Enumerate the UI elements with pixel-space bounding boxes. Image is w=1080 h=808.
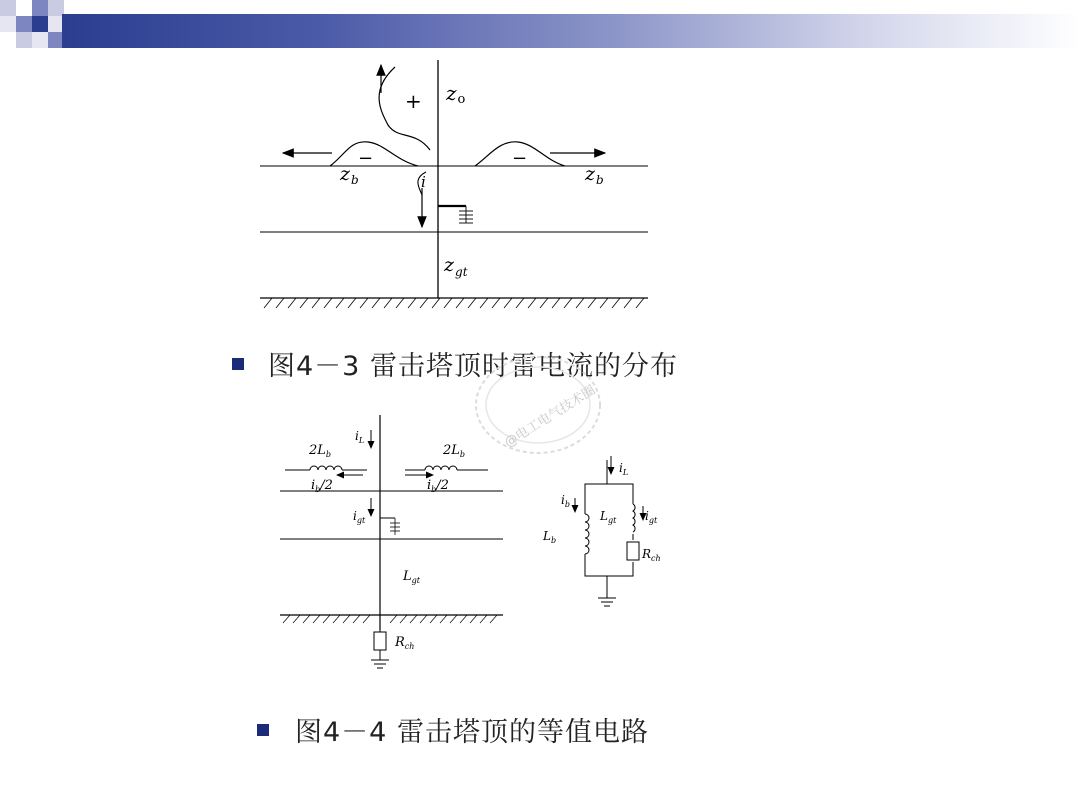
inductor-right-coil	[425, 466, 457, 470]
minus-label-right: −	[512, 148, 528, 169]
figure-4-4-left-circuit	[275, 410, 510, 680]
watermark-text: @电工电气技术圈	[502, 382, 599, 451]
lgt-label: $L_{gt}$	[403, 569, 420, 585]
zgt-label: $z_{gt}$	[444, 254, 468, 279]
header-gradient-bar	[62, 14, 1080, 48]
iL-label: $i_L$	[355, 429, 365, 445]
lgt-label: $L_{gt}$	[600, 509, 617, 525]
ib2-left-label: $i_b/2$	[311, 478, 333, 494]
figure-4-4-equivalent-circuit	[535, 448, 675, 618]
bullet-icon	[257, 724, 269, 736]
current-label: i	[421, 173, 426, 191]
plus-label: +	[405, 89, 422, 113]
zb-label-left: $z_b$	[340, 163, 359, 187]
header-tile	[16, 0, 32, 16]
2lb-left-label: $2L_b$	[309, 443, 332, 459]
ground-symbol	[390, 518, 400, 535]
ib-label: $i_b$	[561, 493, 570, 509]
header-tile	[32, 16, 48, 32]
minus-label-left: −	[358, 148, 374, 169]
igt-label: $i_{gt}$	[645, 509, 658, 525]
iL-label: $i_L$	[619, 461, 629, 477]
z0-label: zo	[446, 81, 466, 107]
header-tile	[16, 16, 32, 32]
header-tile	[0, 16, 16, 32]
figure-4-3-diagram	[250, 55, 660, 320]
parallel-branch-frame	[585, 484, 633, 576]
ground-hatching	[264, 298, 644, 308]
rch-label: $R_{ch}$	[395, 635, 415, 651]
igt-label: $i_{gt}$	[353, 509, 366, 525]
ground-symbol	[459, 206, 473, 223]
bullet-icon	[232, 358, 244, 370]
figure-4-4-caption: 图4－4 雷击塔顶的等值电路	[295, 717, 649, 748]
header-tile	[0, 0, 16, 16]
rch-label: $R_{ch}$	[642, 547, 661, 563]
ground-hatching	[283, 615, 497, 623]
earth-symbol	[598, 598, 616, 606]
earth-symbol	[371, 660, 389, 668]
header-tile	[16, 32, 32, 48]
zb-label-right: $z_b$	[585, 163, 604, 187]
header-tile	[32, 32, 48, 48]
figure-4-3-caption: 图4－3 雷击塔顶时雷电流的分布	[268, 351, 678, 382]
inductor-left-coil	[310, 466, 342, 470]
ib2-right-label: $i_b/2$	[427, 478, 449, 494]
lb-label: $L_b$	[543, 529, 557, 545]
rch-resistor	[374, 632, 386, 650]
header-tile	[32, 0, 48, 16]
2lb-right-label: $2L_b$	[443, 443, 466, 459]
rch-resistor	[627, 542, 639, 560]
slide-header-decoration	[0, 0, 1080, 50]
coil-mask	[582, 514, 588, 554]
